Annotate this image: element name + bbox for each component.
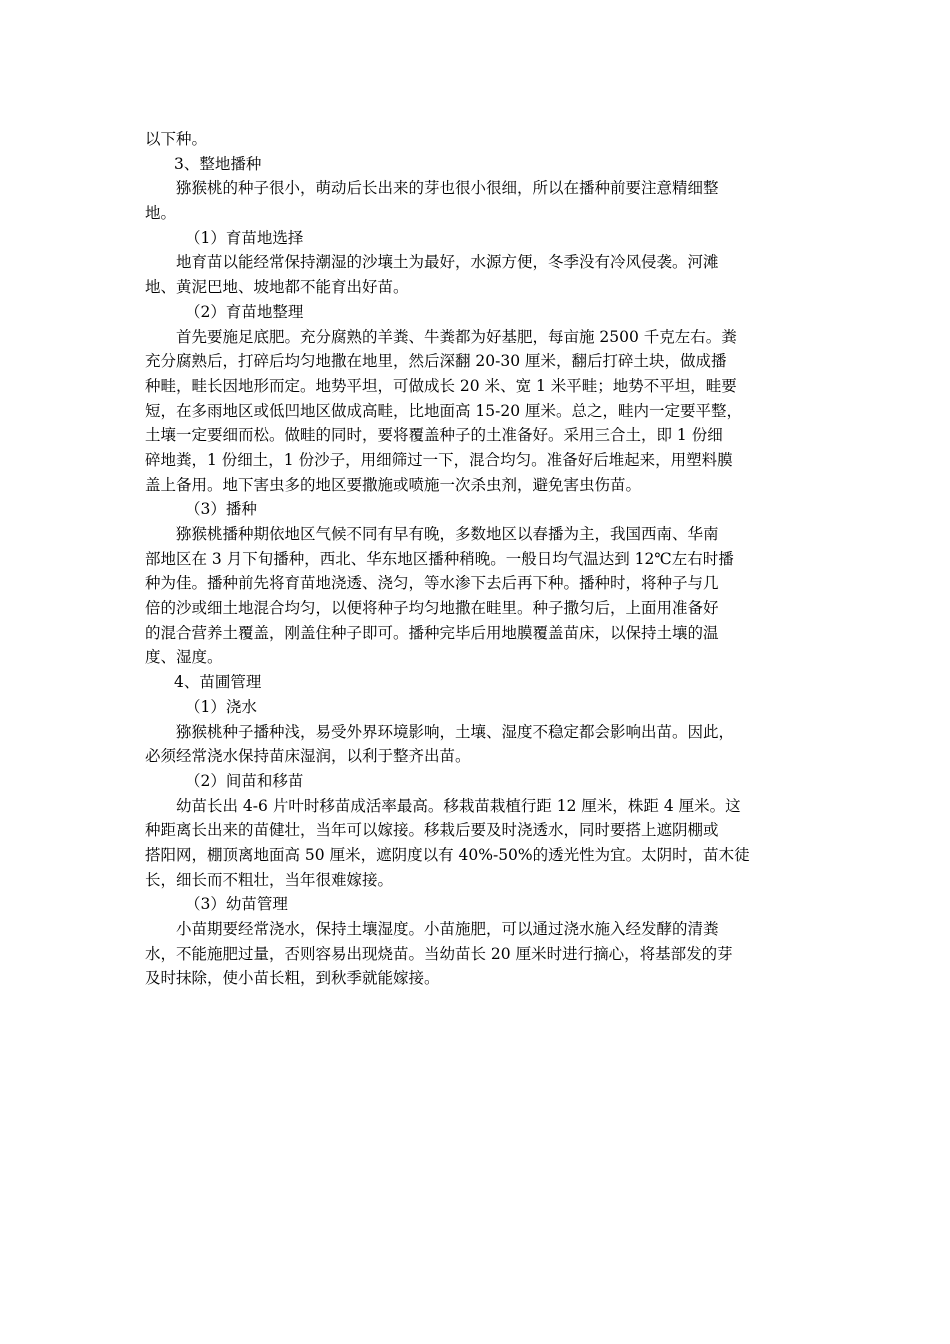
subsection-heading: （2）间苗和移苗 (185, 771, 304, 790)
body-text-line: 倍的沙或细土地混合均匀，以便将种子均匀地撒在畦里。种子撒匀后，上面用准备好 (145, 599, 719, 618)
paragraph-first-line: 地育苗以能经常保持潮湿的沙壤土为最好，水源方便，冬季没有冷风侵袭。河滩 (176, 253, 719, 272)
subsection-heading: （1）浇水 (185, 697, 257, 716)
body-text-line: 碎地粪，1 份细土，1 份沙子，用细筛过一下，混合均匀。准备好后堆起来，用塑料膜 (145, 450, 733, 469)
paragraph-first-line: 猕猴桃的种子很小，萌动后长出来的芽也很小很细，所以在播种前要注意精细整 (176, 179, 719, 198)
paragraph-first-line: 幼苗长出 4-6 片叶时移苗成活率最高。移栽苗栽植行距 12 厘米，株距 4 厘米。这 (176, 796, 741, 815)
body-text-line: 长，细长而不粗壮，当年很难嫁接。 (145, 870, 394, 889)
body-text-line: 短，在多雨地区或低凹地区做成高畦，比地面高 15-20 厘米。总之，畦内一定要平整， (145, 401, 743, 420)
body-text-line: 的混合营养土覆盖，刚盖住种子即可。播种完毕后用地膜覆盖苗床，以保持土壤的温 (145, 623, 719, 642)
body-text-line: 部地区在 3 月下旬播种，西北、华东地区播种稍晚。一般日均气温达到 12℃左右时播 (145, 549, 734, 568)
body-text-line: 种为佳。播种前先将育苗地浇透、浇匀，等水渗下去后再下种。播种时，将种子与几 (145, 574, 719, 593)
body-text-line: 度、湿度。 (145, 648, 223, 667)
document-body (145, 127, 803, 991)
body-text-line: 以下种。 (145, 130, 208, 148)
body-text-line: 充分腐熟后，打碎后均匀地撒在地里，然后深翻 20-30 厘米，翻后打碎土块，做成播 (145, 352, 727, 371)
section-heading: 4、苗圃管理 (174, 673, 262, 692)
body-text-line: 种畦，畦长因地形而定。地势平坦，可做成长 20 米、宽 1 米平畦；地势不平坦，畦要 (145, 376, 737, 395)
subsection-heading: （3）幼苗管理 (185, 895, 288, 914)
body-text-line: 必须经常浇水保持苗床湿润，以利于整齐出苗。 (145, 747, 471, 766)
body-text-line: 地。 (145, 204, 177, 223)
subsection-heading: （3）播种 (185, 500, 257, 519)
body-text-line: 搭阳网，棚顶离地面高 50 厘米，遮阴度以有 40%-50%的透光性为宜。太阴时，苗木徒 (145, 845, 750, 864)
paragraph-first-line: 猕猴桃种子播种浅，易受外界环境影响，土壤、湿度不稳定都会影响出苗。因此， (176, 722, 735, 741)
paragraph-first-line: 猕猴桃播种期依地区气候不同有早有晚，多数地区以春播为主，我国西南、华南 (176, 525, 719, 543)
section-heading: 3、整地播种 (174, 154, 262, 173)
body-text-line: 地、黄泥巴地、坡地都不能育出好苗。 (145, 278, 409, 297)
paragraph-first-line: 首先要施足底肥。充分腐熟的羊粪、牛粪都为好基肥，每亩施 2500 千克左右。粪 (176, 327, 737, 346)
subsection-heading: （2）育苗地整理 (185, 302, 304, 321)
subsection-heading: （1）育苗地选择 (185, 228, 304, 247)
body-text-line: 种距离长出来的苗健壮，当年可以嫁接。移栽后要及时浇透水，同时要搭上遮阴棚或 (145, 821, 719, 840)
body-text-line: 及时抹除，使小苗长粗，到秋季就能嫁接。 (145, 969, 440, 988)
body-text-line: 水，不能施肥过量，否则容易出现烧苗。当幼苗长 20 厘米时进行摘心，将基部发的芽 (145, 944, 733, 963)
body-text-line: 土壤一定要细而松。做畦的同时，要将覆盖种子的土准备好。采用三合土，即 1 份细 (145, 426, 723, 445)
body-text-line: 盖上备用。地下害虫多的地区要撒施或喷施一次杀虫剂，避免害虫伤苗。 (145, 475, 642, 494)
paragraph-first-line: 小苗期要经常浇水，保持土壤湿度。小苗施肥，可以通过浇水施入经发酵的清粪 (176, 920, 719, 938)
